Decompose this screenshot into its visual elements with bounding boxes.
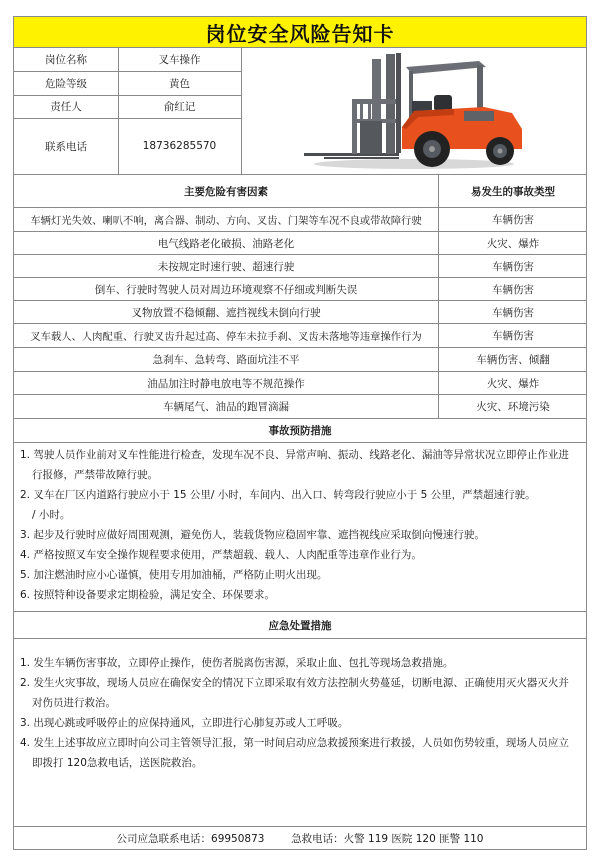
- prevention-item: 1. 驾驶人员作业前对叉车性能进行检查，发现车况不良、异常声响、振动、线路老化、漏油等异常状况立即停止作业进行报修，严禁带故障行驶。: [20, 449, 569, 481]
- rescue-phones: 急救电话：火警 119 医院 120 匪警 110: [291, 832, 484, 845]
- divider: [14, 638, 586, 639]
- emergency-item: 3. 出现心跳或呼吸停止的应保持通风，立即进行心肺复苏或人工呼吸。: [20, 717, 349, 729]
- prevention-header: 事故预防措施: [268, 425, 332, 437]
- company-emergency-phone: 公司应急联系电话：69950873: [116, 832, 265, 845]
- info-value-post: 叉车操作: [158, 54, 201, 66]
- forklift-icon: [294, 49, 534, 173]
- prevention-list: [20, 445, 578, 605]
- hazard-type: 车辆伤害: [492, 306, 534, 319]
- hazard-factor: 急刹车、急转弯、路面坑洼不平: [152, 354, 300, 366]
- forklift-image: [241, 49, 587, 173]
- divider: [118, 48, 119, 174]
- hazard-factor: 倒车、行驶时驾驶人员对周边环境观察不仔细或判断失误: [94, 283, 358, 296]
- hazard-header-type: 易发生的事故类型: [471, 185, 555, 198]
- card-title: 岗位安全风险告知卡: [14, 17, 586, 48]
- hazard-type: 车辆伤害、倾翻: [476, 354, 550, 366]
- hazard-type: 车辆伤害: [492, 260, 534, 273]
- divider: [14, 71, 241, 72]
- info-value-phone: 18736285570: [142, 140, 217, 152]
- divider: [14, 442, 586, 443]
- info-label-post: 岗位名称: [45, 54, 87, 66]
- hazard-type: 火灾、环境污染: [476, 401, 550, 413]
- prevention-item: 2. 叉车在厂区内道路行驶应小于 15 公里/ 小时，车间内、出入口、转弯段行驶应小于 5 公里，严禁超速行驶。: [20, 489, 536, 501]
- hazard-factor: 叉车载人、人肉配重、行驶叉齿升起过高、停车未拉手刹、叉齿未落地等违章操作行为: [30, 331, 422, 343]
- emergency-item: 1. 发生车辆伤害事故，立即停止操作，使伤者脱离伤害源，采取止血、包扎等现场急救措施。: [20, 657, 454, 669]
- hazard-type: 火灾、爆炸: [486, 237, 540, 250]
- emergency-header: 应急处置措施: [268, 619, 332, 632]
- info-value-risk-level: 黄色: [169, 77, 190, 90]
- prevention-item: 5. 加注燃油时应小心谨慎，使用专用加油桶，严格防止明火出现。: [20, 569, 328, 581]
- emergency-item: 4. 发生上述事故应立即时向公司主管领导汇报，第一时间启动应急救援预案进行救援，人员如伤势较重，现场人员应立即拨打 120急救电话，送医院救治。: [20, 737, 569, 769]
- divider: [14, 118, 241, 119]
- prevention-item: / 小时。: [32, 509, 71, 521]
- hazard-factor: 车辆灯光失效、喇叭不响，离合器、制动、方向、叉齿、门架等车况不良或带故障行驶: [30, 215, 422, 227]
- hazard-type: 车辆伤害: [492, 283, 534, 296]
- hazard-factor: 未按规定时速行驶、超速行驶: [157, 260, 295, 273]
- risk-notice-card: [13, 16, 587, 850]
- hazard-header-factor: 主要危险有害因素: [184, 185, 268, 198]
- hazard-factor: 电气线路老化破损、油路老化: [157, 237, 295, 250]
- emergency-list: [20, 653, 578, 773]
- hazard-type: 火灾、爆炸: [486, 377, 540, 390]
- prevention-item: 3. 起步及行驶时应做好周围观测，避免伤人，装载货物应稳固牢靠、遮挡视线应采取倒向慢速行驶。: [20, 529, 485, 541]
- info-label-risk-level: 危险等级: [45, 77, 87, 90]
- info-value-responsible: 俞红记: [163, 101, 196, 113]
- hazard-factor: 叉物放置不稳倾翻、遮挡视线未倒向行驶: [131, 306, 321, 319]
- hazard-type: 车辆伤害: [492, 214, 534, 226]
- hazard-type: 车辆伤害: [492, 330, 534, 342]
- info-label-responsible: 责任人: [50, 101, 82, 113]
- emergency-item: 2. 发生火灾事故，现场人员应在确保安全的情况下立即采取有效方法控制火势蔓延，切断电源、正确使用灭火器灭火并对伤员进行救治。: [20, 677, 569, 709]
- hazard-factor: 油品加注时静电放电等不规范操作: [147, 377, 305, 390]
- hazard-factor: 车辆尾气、油品的跑冒滴漏: [163, 401, 289, 413]
- info-label-phone: 联系电话: [45, 140, 87, 153]
- prevention-item: 4. 严格按照叉车安全操作规程要求使用，严禁超载、载人、人肉配重等违章作业行为。: [20, 549, 422, 561]
- divider: [14, 95, 241, 96]
- footer: [14, 826, 586, 849]
- prevention-item: 6. 按照特种设备要求定期检验，满足安全、环保要求。: [20, 589, 275, 601]
